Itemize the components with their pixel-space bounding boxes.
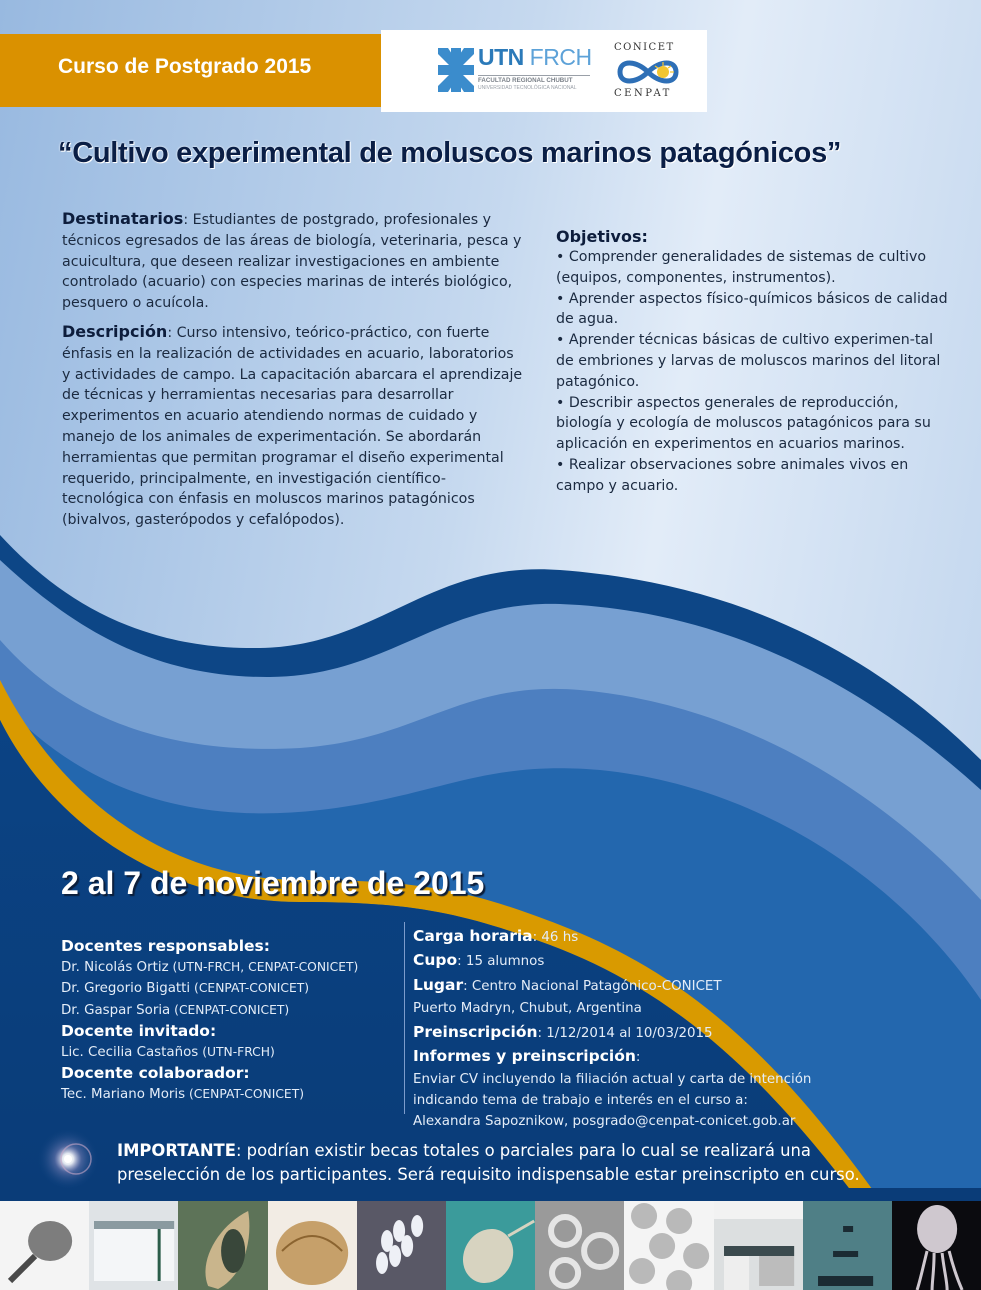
octopus-photo	[892, 1201, 981, 1290]
utn-divider	[478, 75, 590, 76]
scallop-shell-photo	[268, 1201, 357, 1290]
informes-row	[413, 1045, 811, 1069]
docente-affiliation: (CENPAT-CONICET)	[170, 1002, 290, 1017]
important-line-1	[117, 1139, 860, 1163]
scallop-shell-photo-graphic	[268, 1201, 357, 1290]
docente-affiliation: (CENPAT-CONICET)	[185, 1087, 305, 1102]
utn-logo-text	[478, 44, 592, 71]
destinatarios-paragraph	[62, 209, 524, 314]
destinatarios-text: : Estudiantes de postgrado, profesionales y técnicos egresados de las áreas de biología, veterinaria, pesca y acuicultura, que deseen realizar investigaciones en ambiente controlado (acuario) con especies marinas de interés biológico, pesquero o acuícola.	[62, 212, 522, 312]
aquarium-tanks-photo	[89, 1201, 178, 1290]
gastropod-embryos-photo-graphic	[535, 1201, 624, 1290]
informes-label: Informes y preinscripción	[413, 1047, 636, 1066]
preinscripcion-label: Preinscripción	[413, 1022, 538, 1041]
underwater-longline-photo	[803, 1201, 892, 1290]
docente-name: Lic. Cecilia Castaños	[61, 1045, 199, 1061]
invitado-heading: Docente invitado:	[61, 1021, 217, 1040]
column-divider	[404, 922, 405, 1114]
preinscripcion-row	[413, 1021, 811, 1045]
important-text-1: : podrían existir becas totales o parciales para lo cual se realizará una	[235, 1141, 811, 1160]
informes-line-2: indicando tema de trabajo e interés en el curso a:	[413, 1093, 748, 1109]
docente-affiliation: (UTN-FRCH)	[198, 1045, 275, 1060]
institution-logos	[381, 30, 707, 112]
cenpat-logo-text: CENPAT	[614, 88, 672, 99]
squid-paralarva-photo-graphic	[446, 1201, 535, 1290]
underwater-longline-photo-graphic	[803, 1201, 892, 1290]
aquarium-tanks-photo-graphic	[89, 1201, 178, 1290]
objetivos-column	[556, 227, 951, 497]
docente-affiliation: (UTN-FRCH, CENPAT-CONICET)	[168, 960, 359, 975]
docente-row	[61, 1042, 358, 1063]
gastropod-embryos-photo	[535, 1201, 624, 1290]
course-banner	[0, 34, 381, 107]
course-banner-label: Curso de Postgrado 2015	[58, 55, 312, 78]
important-text-2: preselección de los participantes. Será requisito indispensable estar preinscripto en curso.	[117, 1165, 860, 1184]
docentes-section	[61, 936, 358, 1106]
squid-paralarva-photo	[446, 1201, 535, 1290]
cupo-row	[413, 949, 811, 973]
slipper-snail-photo-graphic	[178, 1201, 267, 1290]
conicet-logo-text: CONICET	[614, 42, 675, 53]
utn-subtitle-2: UNIVERSIDAD TECNOLÓGICA NACIONAL	[478, 85, 577, 91]
cupo-value: : 15 alumnos	[457, 954, 545, 970]
objetivo-item: • Realizar observaciones sobre animales vivos en campo y acuario.	[556, 456, 909, 494]
carga-horaria-label: Carga horaria	[413, 927, 533, 945]
descripcion-paragraph	[62, 322, 524, 531]
utn-emblem-icon	[438, 48, 474, 92]
docente-row	[61, 978, 358, 999]
frch-name: FRCH	[523, 44, 592, 70]
docente-name: Dr. Gregorio Bigatti	[61, 981, 191, 997]
docente-name: Dr. Gaspar Soria	[61, 1002, 171, 1018]
course-dates: 2 al 7 de noviembre de 2015	[61, 865, 485, 901]
carga-horaria-row	[413, 925, 811, 949]
lugar-line-2: Puerto Madryn, Chubut, Argentina	[413, 1001, 642, 1017]
lens-flare-icon	[36, 1128, 106, 1190]
docente-affiliation: (CENPAT-CONICET)	[190, 981, 310, 996]
photo-strip	[0, 1201, 981, 1290]
utn-subtitle: FACULTAD REGIONAL CHUBUT	[478, 77, 573, 84]
docente-row	[61, 957, 358, 978]
larvae-cells-photo-graphic	[624, 1201, 713, 1290]
larva-micrograph-photo	[0, 1201, 89, 1290]
preinscripcion-value: : 1/12/2014 al 10/03/2015	[537, 1025, 713, 1041]
informes-colon: :	[635, 1050, 641, 1066]
course-details	[413, 925, 811, 1132]
lugar-value: : Centro Nacional Patagónico-CONICET	[463, 978, 722, 994]
utn-name: UTN	[478, 44, 524, 70]
objetivo-item: • Aprender aspectos físico-químicos básicos de calidad de agua.	[556, 290, 948, 328]
octopus-photo-graphic	[892, 1201, 981, 1290]
lugar-row	[413, 974, 811, 998]
descripcion-label: Descripción	[62, 321, 168, 341]
slipper-snail-photo	[178, 1201, 267, 1290]
lugar-label: Lugar	[413, 975, 464, 994]
objetivos-heading: Objetivos:	[556, 227, 648, 246]
responsables-heading: Docentes responsables:	[61, 937, 270, 955]
description-column	[62, 209, 524, 539]
objetivo-item: • Describir aspectos generales de reproducción, biología y ecología de moluscos patagónicos para su aplicación en experimentos en acuarios marinos.	[556, 394, 931, 453]
objetivo-item: • Aprender técnicas básicas de cultivo experimen-tal de embriones y larvas de moluscos marinos del litoral patagónico.	[556, 332, 941, 390]
laboratory-photo	[714, 1201, 803, 1290]
conicet-infinity-sun-icon	[616, 57, 680, 87]
docente-name: Dr. Nicolás Ortiz	[61, 960, 169, 976]
larvae-cells-photo	[624, 1201, 713, 1290]
important-note	[117, 1139, 860, 1187]
objetivos-list	[556, 247, 951, 497]
important-label: IMPORTANTE	[117, 1141, 236, 1160]
laboratory-photo-graphic	[714, 1201, 803, 1290]
informes-contact[interactable]: Alexandra Sapoznikow, posgrado@cenpat-conicet.gob.ar	[413, 1114, 796, 1130]
carga-horaria-value: : 46 hs	[532, 930, 579, 945]
docente-name: Tec. Mariano Moris	[61, 1087, 186, 1103]
destinatarios-label: Destinatarios	[62, 209, 184, 228]
egg-capsules-photo	[357, 1201, 446, 1290]
egg-capsules-photo-graphic	[357, 1201, 446, 1290]
course-title: “Cultivo experimental de moluscos marinos patagónicos”	[58, 137, 842, 169]
larva-micrograph-photo-graphic	[0, 1201, 89, 1290]
descripcion-text: : Curso intensivo, teórico-práctico, con fuerte énfasis en la realización de actividades en acuario, laboratorios y actividades de campo. La capacitación abarcara el aprendizaje de técnicas y herramientas necesarias para desarrollar experimentos en acuario atendiendo normas de cuidado y manejo de los animales de experimentación. Se abordarán herramientas que permitan programar el diseño experimental requerido, principalmente, en investigación científico-tecnológica con énfasis en moluscos marinos patagónicos (bivalvos, gasterópodos y cefalópodos).	[62, 324, 523, 529]
cupo-label: Cupo	[413, 951, 458, 970]
informes-line-1: Enviar CV incluyendo la filiación actual y carta de intención	[413, 1072, 812, 1088]
bottom-band	[0, 1188, 981, 1202]
colaborador-heading: Docente colaborador:	[61, 1064, 250, 1083]
docente-row	[61, 1000, 358, 1021]
objetivo-item: • Comprender generalidades de sistemas de cultivo (equipos, componentes, instrumentos).	[556, 249, 927, 286]
docente-row	[61, 1084, 358, 1105]
